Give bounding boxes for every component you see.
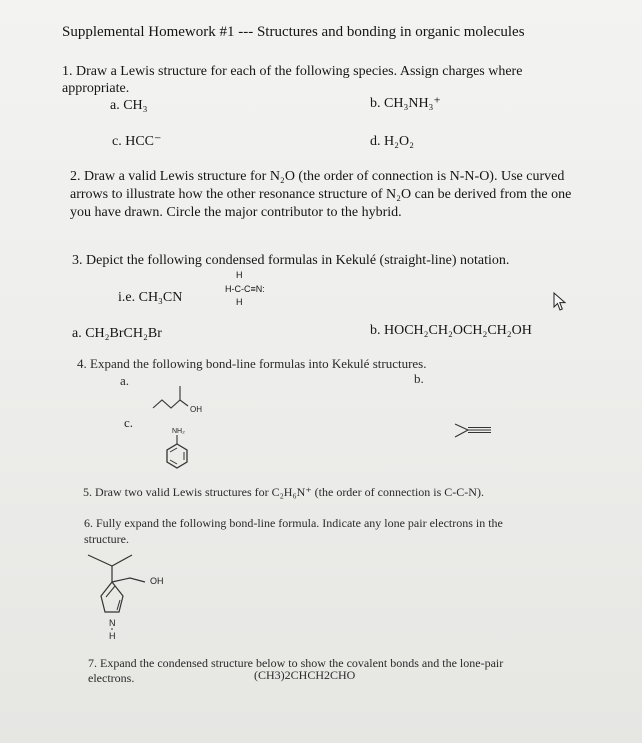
q2-line-2: arrows to illustrate how the other resonance structure of N₂O can be derived from the one — [70, 187, 572, 202]
q4b-bond-line-structure — [452, 418, 502, 444]
q3-example-bottom-h: H — [236, 297, 243, 307]
q6-line-2: structure. — [84, 532, 129, 546]
q4c-aniline-structure — [158, 425, 198, 475]
q7-formula: (CH3)2CHCH2CHO — [254, 668, 356, 682]
q4-label-a: a. — [120, 373, 130, 388]
q1-item-d: d. H₂O₂ — [370, 134, 414, 149]
q6-pyrrole-structure — [86, 550, 186, 645]
q3-example: i.e. CH₃CN — [118, 290, 183, 305]
q3-example-top-h: H — [236, 270, 243, 280]
q5-text: 5. Draw two valid Lewis structures for C₂H₆N⁺ (the order of connection is C-C-N). — [83, 485, 484, 499]
q4-label-c: c. — [124, 415, 134, 430]
q3-example-kekule: H-C-C≡N: — [225, 284, 265, 294]
q4-prompt: 4. Expand the following bond-line formulas into Kekulé structures. — [77, 356, 427, 371]
q7-line-1: 7. Expand the condensed structure below to show the covalent bonds and the lone-pair — [88, 656, 504, 670]
q6-h-label: H — [109, 631, 116, 641]
q7-line-2: electrons. — [88, 671, 135, 685]
q1-item-a: a. CH₃ — [110, 98, 148, 113]
q4a-oh-label: OH — [190, 405, 202, 414]
q3-prompt: 3. Depict the following condensed formulas in Kekulé (straight-line) notation. — [72, 253, 510, 268]
mouse-pointer-icon — [553, 292, 567, 312]
q6-line-1: 6. Fully expand the following bond-line formula. Indicate any lone pair electrons in the — [84, 516, 503, 530]
q6-oh-label: OH — [150, 576, 164, 586]
q1-item-c: c. HCC⁻ — [112, 134, 162, 149]
q4c-nh2-label: NH₂ — [172, 428, 185, 435]
q6-n-label: N — [109, 618, 116, 628]
q2-line-3: you have drawn. Circle the major contributor to the hybrid. — [70, 205, 402, 220]
q1-item-b: b. CH₃NH₃⁺ — [370, 96, 441, 111]
q4-label-b: b. — [414, 371, 424, 386]
page-title: Supplemental Homework #1 --- Structures and bonding in organic molecules — [62, 24, 525, 40]
q4a-bond-line-structure — [150, 380, 220, 420]
q3-item-a: a. CH₂BrCH₂Br — [72, 326, 162, 341]
q2-line-1: 2. Draw a valid Lewis structure for N₂O (the order of connection is N-N-O). Use curved — [70, 169, 565, 184]
q1-prompt: 1. Draw a Lewis structure for each of the following species. Assign charges where — [62, 64, 523, 79]
q1-prompt-cont: appropriate. — [62, 81, 130, 96]
q3-item-b: b. HOCH₂CH₂OCH₂CH₂OH — [370, 323, 532, 338]
